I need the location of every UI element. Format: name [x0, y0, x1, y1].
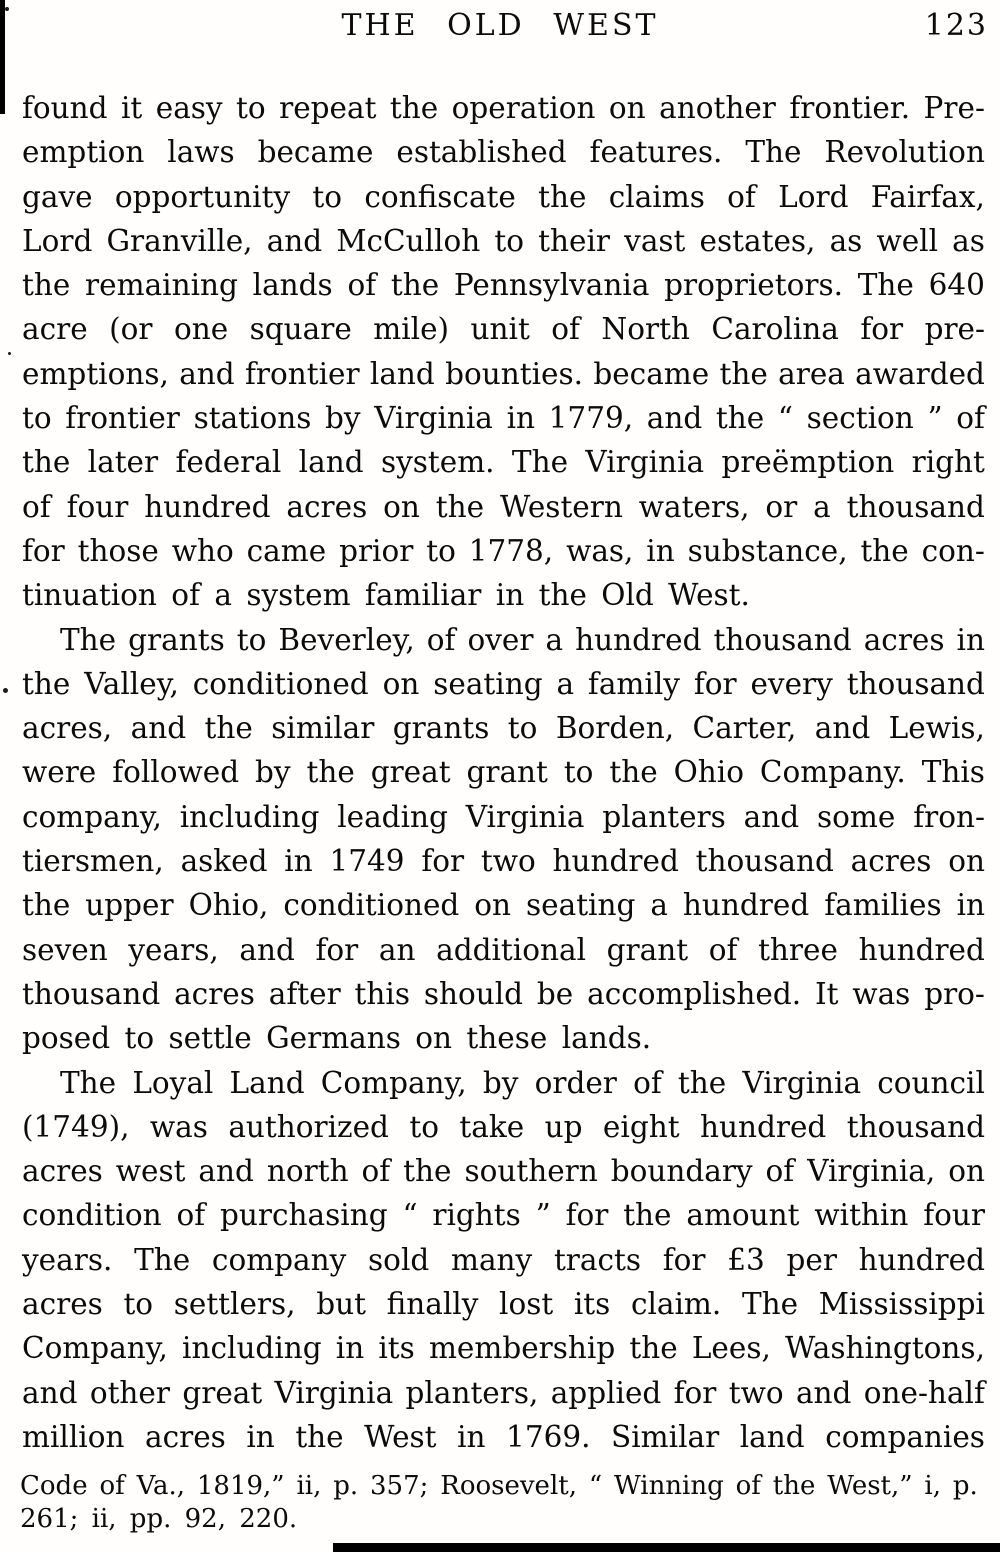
text-line: of four hundred acres on the Western waters, or a thousand: [22, 489, 985, 524]
text-line: The Loyal Land Company, by order of the Virginia council: [60, 1065, 985, 1100]
scan-edge-artifact-left: [0, 0, 5, 114]
text-line: and other great Virginia planters, applied for two and one-half: [22, 1375, 985, 1410]
text-line: for those who came prior to 1778, was, in substance, the con-: [22, 533, 985, 568]
text-line: acres west and north of the southern boundary of Virginia, on: [22, 1154, 985, 1189]
text-line: (1749), was authorized to take up eight hundred thousand: [22, 1109, 985, 1144]
text-line: gave opportunity to confiscate the claims of Lord Fairfax,: [22, 179, 985, 214]
text-line: Company, including in its membership the Lees, Washingtons,: [22, 1331, 985, 1366]
text-line: acres to settlers, but finally lost its claim. The Mississippi: [22, 1287, 985, 1322]
text-line: acres, and the similar grants to Borden, Carter, and Lewis,: [22, 711, 985, 746]
scan-speck: [8, 352, 11, 355]
text-line: the remaining lands of the Pennsylvania proprietors. The 640: [22, 268, 985, 303]
text-line: The grants to Beverley, of over a hundred thousand acres in: [60, 622, 985, 657]
text-line: condition of purchasing “ rights ” for the amount within four: [22, 1198, 985, 1233]
text-line: million acres in the West in 1769. Similar land companies: [22, 1419, 985, 1454]
scan-edge-artifact-bottom: [333, 1543, 1000, 1552]
text-line: company, including leading Virginia planters and some fron-: [22, 799, 985, 834]
text-line: years. The company sold many tracts for £3 per hundred: [22, 1242, 985, 1277]
text-line: seven years, and for an additional grant of three hundred: [22, 932, 985, 967]
text-line: the upper Ohio, conditioned on seating a hundred families in: [22, 888, 985, 923]
page-number: 123: [924, 8, 988, 43]
text-line: emption laws became established features. The Revolution: [22, 135, 985, 170]
text-line: to frontier stations by Virginia in 1779, and the “ section ” of: [22, 401, 985, 436]
text-line: tinuation of a system familiar in the Old West.: [22, 578, 750, 613]
text-line: Code of Va., 1819,” ii, p. 357; Roosevelt, “ Winning of the West,” i, p.: [20, 1471, 978, 1501]
text-line: acre (or one square mile) unit of North Carolina for pre-: [22, 312, 985, 347]
page-title: THE OLD WEST: [341, 8, 659, 43]
text-line: thousand acres after this should be accomplished. It was pro-: [22, 976, 985, 1011]
text-line: the later federal land system. The Virginia preëmption right: [22, 445, 985, 480]
text-line: emptions, and frontier land bounties. became the area awarded: [22, 356, 985, 391]
text-line: found it easy to repeat the operation on another frontier. Pre-: [22, 91, 985, 125]
scan-speck: [3, 688, 8, 693]
page-header: [0, 8, 1000, 60]
text-line: 261; ii, pp. 92, 220.: [20, 1504, 298, 1534]
text-line: posed to settle Germans on these lands.: [22, 1021, 652, 1056]
text-line: Lord Granville, and McCulloh to their vast estates, as well as: [22, 223, 985, 258]
text-line: were followed by the great grant to the Ohio Company. This: [22, 755, 985, 790]
text-line: the Valley, conditioned on seating a family for every thousand: [22, 666, 985, 701]
scan-speck: [5, 7, 9, 11]
footnote: [20, 1470, 978, 1536]
text-line: tiersmen, asked in 1749 for two hundred thousand acres on: [22, 844, 985, 879]
page-body: [22, 86, 985, 1459]
